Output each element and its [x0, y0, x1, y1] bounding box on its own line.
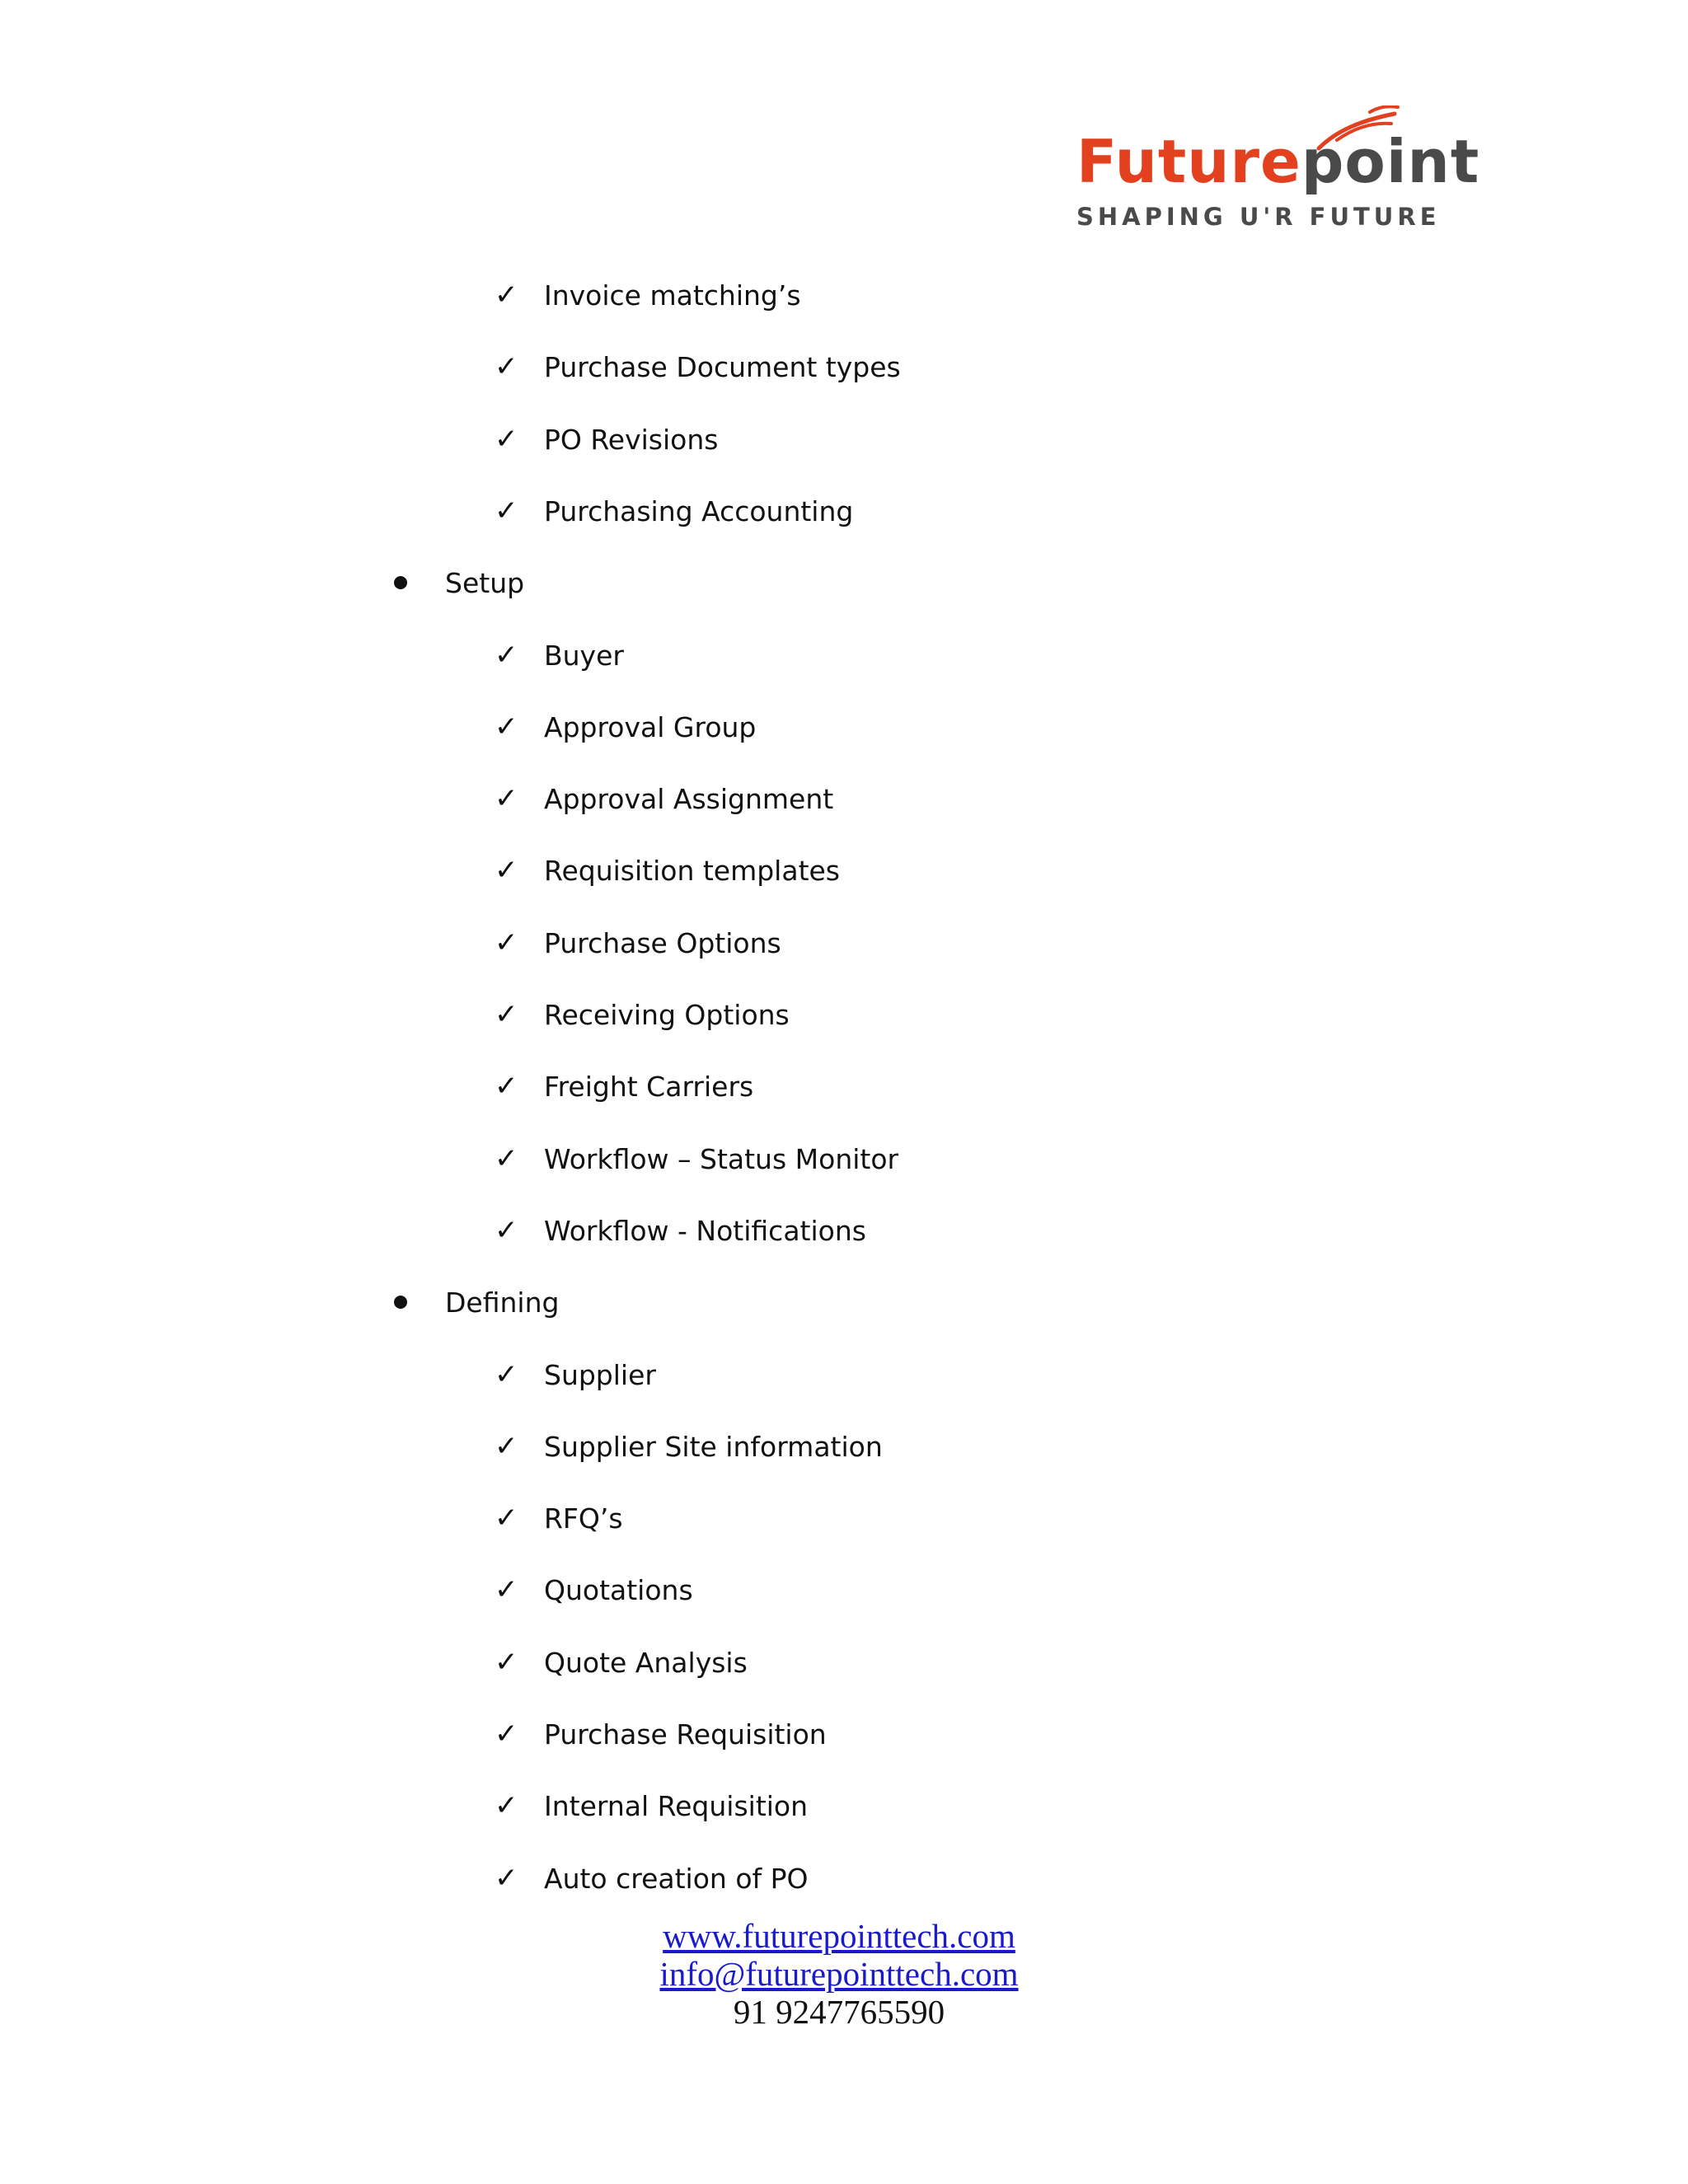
futurepoint-logo — [1071, 105, 1480, 237]
list-item — [0, 1854, 1688, 1903]
checkmark-icon: ✓ — [495, 279, 518, 312]
website-link[interactable]: www.futurepointtech.com — [663, 1917, 1015, 1955]
checkmark-icon: ✓ — [495, 1718, 518, 1750]
checkmark-icon: ✓ — [495, 1789, 518, 1822]
list-item-text: Workflow – Status Monitor — [544, 1142, 899, 1175]
section-heading — [0, 1277, 1688, 1327]
list-item-text: Supplier — [544, 1358, 656, 1391]
checkmark-icon: ✓ — [495, 639, 518, 672]
list-item — [0, 918, 1688, 968]
list-item-text: Requisition templates — [544, 854, 841, 887]
checkmark-icon: ✓ — [495, 710, 518, 743]
list-item — [0, 1565, 1688, 1615]
list-item-text: Purchase Document types — [544, 350, 901, 383]
checkmark-icon: ✓ — [495, 1142, 518, 1175]
list-item — [0, 774, 1688, 823]
list-item — [0, 1350, 1688, 1399]
checkmark-icon: ✓ — [495, 423, 518, 456]
checkmark-icon: ✓ — [495, 926, 518, 959]
section-heading-text: Setup — [445, 566, 525, 599]
list-item — [0, 1134, 1688, 1183]
list-item-text: Freight Carriers — [544, 1070, 754, 1103]
bullet-icon — [394, 1296, 407, 1309]
list-item-text: Supplier Site information — [544, 1430, 883, 1463]
list-item — [0, 270, 1688, 320]
checkmark-icon: ✓ — [495, 350, 518, 383]
logo-word-future: Future — [1076, 127, 1301, 196]
list-item-text: Quote Analysis — [544, 1646, 748, 1679]
section-heading-text: Defining — [445, 1286, 560, 1319]
list-item — [0, 486, 1688, 536]
list-item — [0, 1422, 1688, 1471]
section-heading — [0, 558, 1688, 607]
email-link[interactable]: info@futurepointtech.com — [659, 1955, 1019, 1993]
list-item — [0, 1206, 1688, 1255]
list-item — [0, 342, 1688, 391]
list-item — [0, 846, 1688, 895]
logo-wordmark — [1076, 127, 1480, 196]
list-item — [0, 415, 1688, 464]
phone-number: 91 9247765590 — [733, 1993, 945, 2031]
list-item-text: PO Revisions — [544, 423, 719, 456]
list-item-text: Receiving Options — [544, 998, 790, 1031]
list-item — [0, 1062, 1688, 1111]
list-item-text: RFQ’s — [544, 1502, 623, 1535]
list-item — [0, 1709, 1688, 1759]
list-item-text: Quotations — [544, 1573, 693, 1606]
bullet-icon — [394, 576, 407, 589]
checkmark-icon: ✓ — [495, 1214, 518, 1247]
checkmark-icon: ✓ — [495, 494, 518, 527]
checkmark-icon: ✓ — [495, 1070, 518, 1103]
list-item-text: Approval Group — [544, 710, 757, 743]
list-item-text: Purchase Requisition — [544, 1718, 827, 1750]
list-item-text: Auto creation of PO — [544, 1862, 809, 1895]
list-item-text: Workflow - Notifications — [544, 1214, 866, 1247]
list-item — [0, 990, 1688, 1039]
logo-tagline: SHAPING U'R FUTURE — [1076, 203, 1441, 231]
list-item — [0, 630, 1688, 680]
list-item — [0, 1493, 1688, 1543]
list-item-text: Buyer — [544, 639, 624, 672]
checkmark-icon: ✓ — [495, 1862, 518, 1895]
checkmark-icon: ✓ — [495, 1358, 518, 1391]
logo-word-point: point — [1301, 127, 1480, 196]
checkmark-icon: ✓ — [495, 854, 518, 887]
checkmark-icon: ✓ — [495, 1573, 518, 1606]
checkmark-icon: ✓ — [495, 998, 518, 1031]
checkmark-icon: ✓ — [495, 1502, 518, 1535]
list-item-text: Invoice matching’s — [544, 279, 801, 312]
list-item-text: Purchasing Accounting — [544, 494, 854, 527]
list-item-text: Internal Requisition — [544, 1789, 809, 1822]
list-item — [0, 1638, 1688, 1687]
list-item — [0, 1781, 1688, 1830]
list-item — [0, 702, 1688, 752]
checkmark-icon: ✓ — [495, 1646, 518, 1679]
list-item-text: Purchase Options — [544, 926, 781, 959]
footer-contact — [0, 1917, 1683, 2031]
checkmark-icon: ✓ — [495, 1430, 518, 1463]
list-item-text: Approval Assignment — [544, 782, 834, 815]
checkmark-icon: ✓ — [495, 782, 518, 815]
